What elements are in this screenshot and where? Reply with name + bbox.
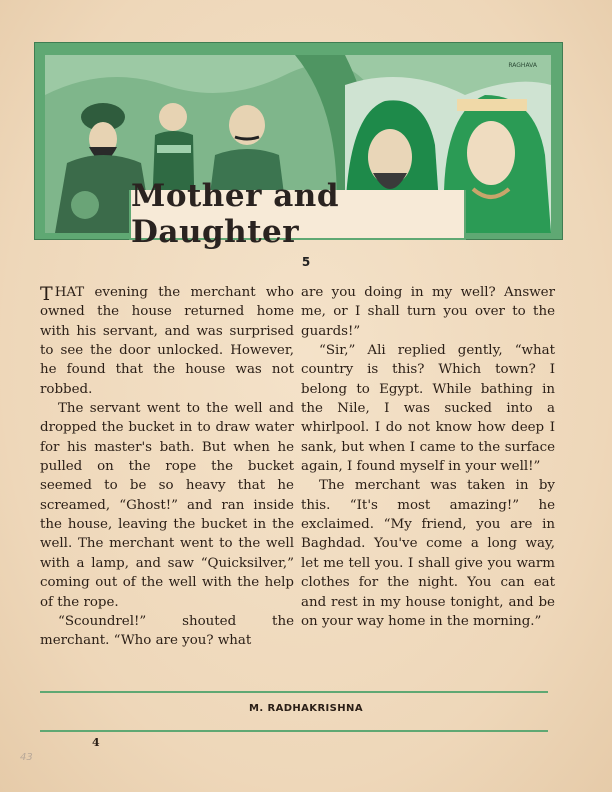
page-number: 4 (92, 736, 100, 749)
pencil-mark: 43 (20, 752, 33, 763)
paragraph: The servant went to the well and dropped the bucket in to draw water for his master's bath. But when he pulled on the rope the bucket seemed to be so heavy that he screamed, “Ghost!” and ran inside the house, leaving the bucket in the well. The merchant went to the well with a lamp, and saw “Quicksilver,” coming out of the well with the help of the rope. (40, 401, 294, 610)
paragraph: “Scoundrel!” shouted the merchant. “Who are you? what (40, 613, 294, 649)
drop-cap: T (40, 283, 53, 305)
paragraph: are you doing in my well? Answer me, or I shall turn you over to the guards!” (301, 285, 555, 339)
artist-signature: RAGHAVA (508, 62, 537, 69)
paragraph: T HAT evening the merchant who owned the house returned home with his servant, and was surprised to see the door unlocked. However, he found that the house was not robbed. (40, 283, 294, 397)
text-column-right (301, 283, 555, 631)
paragraph: “Sir,” Ali replied gently, “what country is this? Which town? I belong to Egypt. While bathing in the Nile, I was sucked into a whirlpool. I do not know how deep I sank, but when I came to the surface again, I found myself in your well!” (301, 343, 555, 475)
paragraph: The merchant was taken in by this. “It's most amazing!” he exclaimed. “My friend, you are in Baghdad. You've come a long way, let me tell you. I shall give you warm clothes for the night. You can eat and rest in my house tonight, and be on your way home in the morning.” (301, 478, 555, 629)
divider-bottom (40, 730, 548, 732)
title-plate (129, 178, 466, 250)
text-column-left (40, 283, 294, 651)
story-title: Mother and Daughter (131, 178, 339, 250)
chapter-number: 5 (301, 255, 311, 269)
author-credit: M. RADHAKRISHNA (249, 703, 363, 714)
divider-top (40, 691, 548, 693)
